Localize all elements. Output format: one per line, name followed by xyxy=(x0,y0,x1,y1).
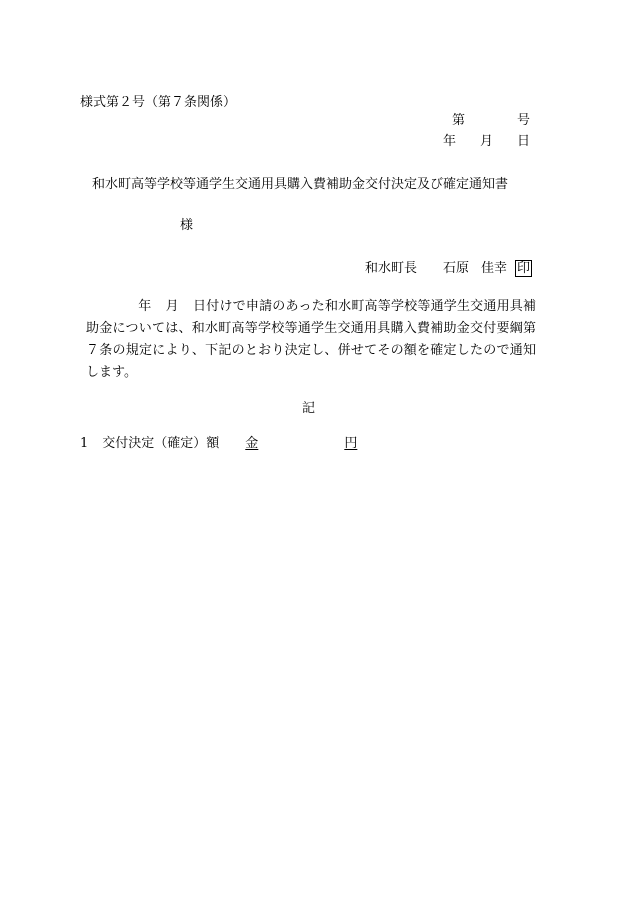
sender-family-name: 石原 xyxy=(442,261,469,276)
sender-block xyxy=(365,260,532,277)
amount-suffix: 円 xyxy=(344,436,358,451)
document-date xyxy=(443,135,530,148)
sender-given-name: 佳幸 xyxy=(480,261,507,276)
document-title: 和水町高等学校等通学生交通用具購入費補助金交付決定及び確定通知書 xyxy=(92,177,509,192)
seal-stamp: 印 xyxy=(516,261,530,276)
amount-prefix: 金 xyxy=(245,436,259,451)
ki-heading: 記 xyxy=(302,401,316,416)
body-month: 月 xyxy=(165,299,179,314)
body-text: 日付けで申請のあった和水町高等学校等通学生交通用具補助金については、和水町高等学校等通学生交通用具購入費補助金交付要綱第７条の規定により、下記のとおり決定し、併せてその額を確定したので通知します。 xyxy=(86,299,536,380)
amount-field xyxy=(245,437,357,450)
document-number-prefix: 第 xyxy=(451,113,465,128)
addressee-honorific: 様 xyxy=(180,218,194,233)
date-day: 日 xyxy=(516,134,530,149)
notice-body xyxy=(86,296,536,384)
date-month: 月 xyxy=(479,134,493,149)
item-number: 1 xyxy=(80,436,89,451)
body-year: 年 xyxy=(138,299,152,314)
date-year: 年 xyxy=(442,134,456,149)
document-number-suffix: 号 xyxy=(516,113,530,128)
item-label: 交付決定（確定）額 xyxy=(102,436,220,451)
form-label: 様式第２号（第７条関係） xyxy=(80,95,237,110)
document-number xyxy=(452,114,530,127)
sender-position: 和水町長 xyxy=(364,261,417,276)
item-row xyxy=(80,437,357,450)
